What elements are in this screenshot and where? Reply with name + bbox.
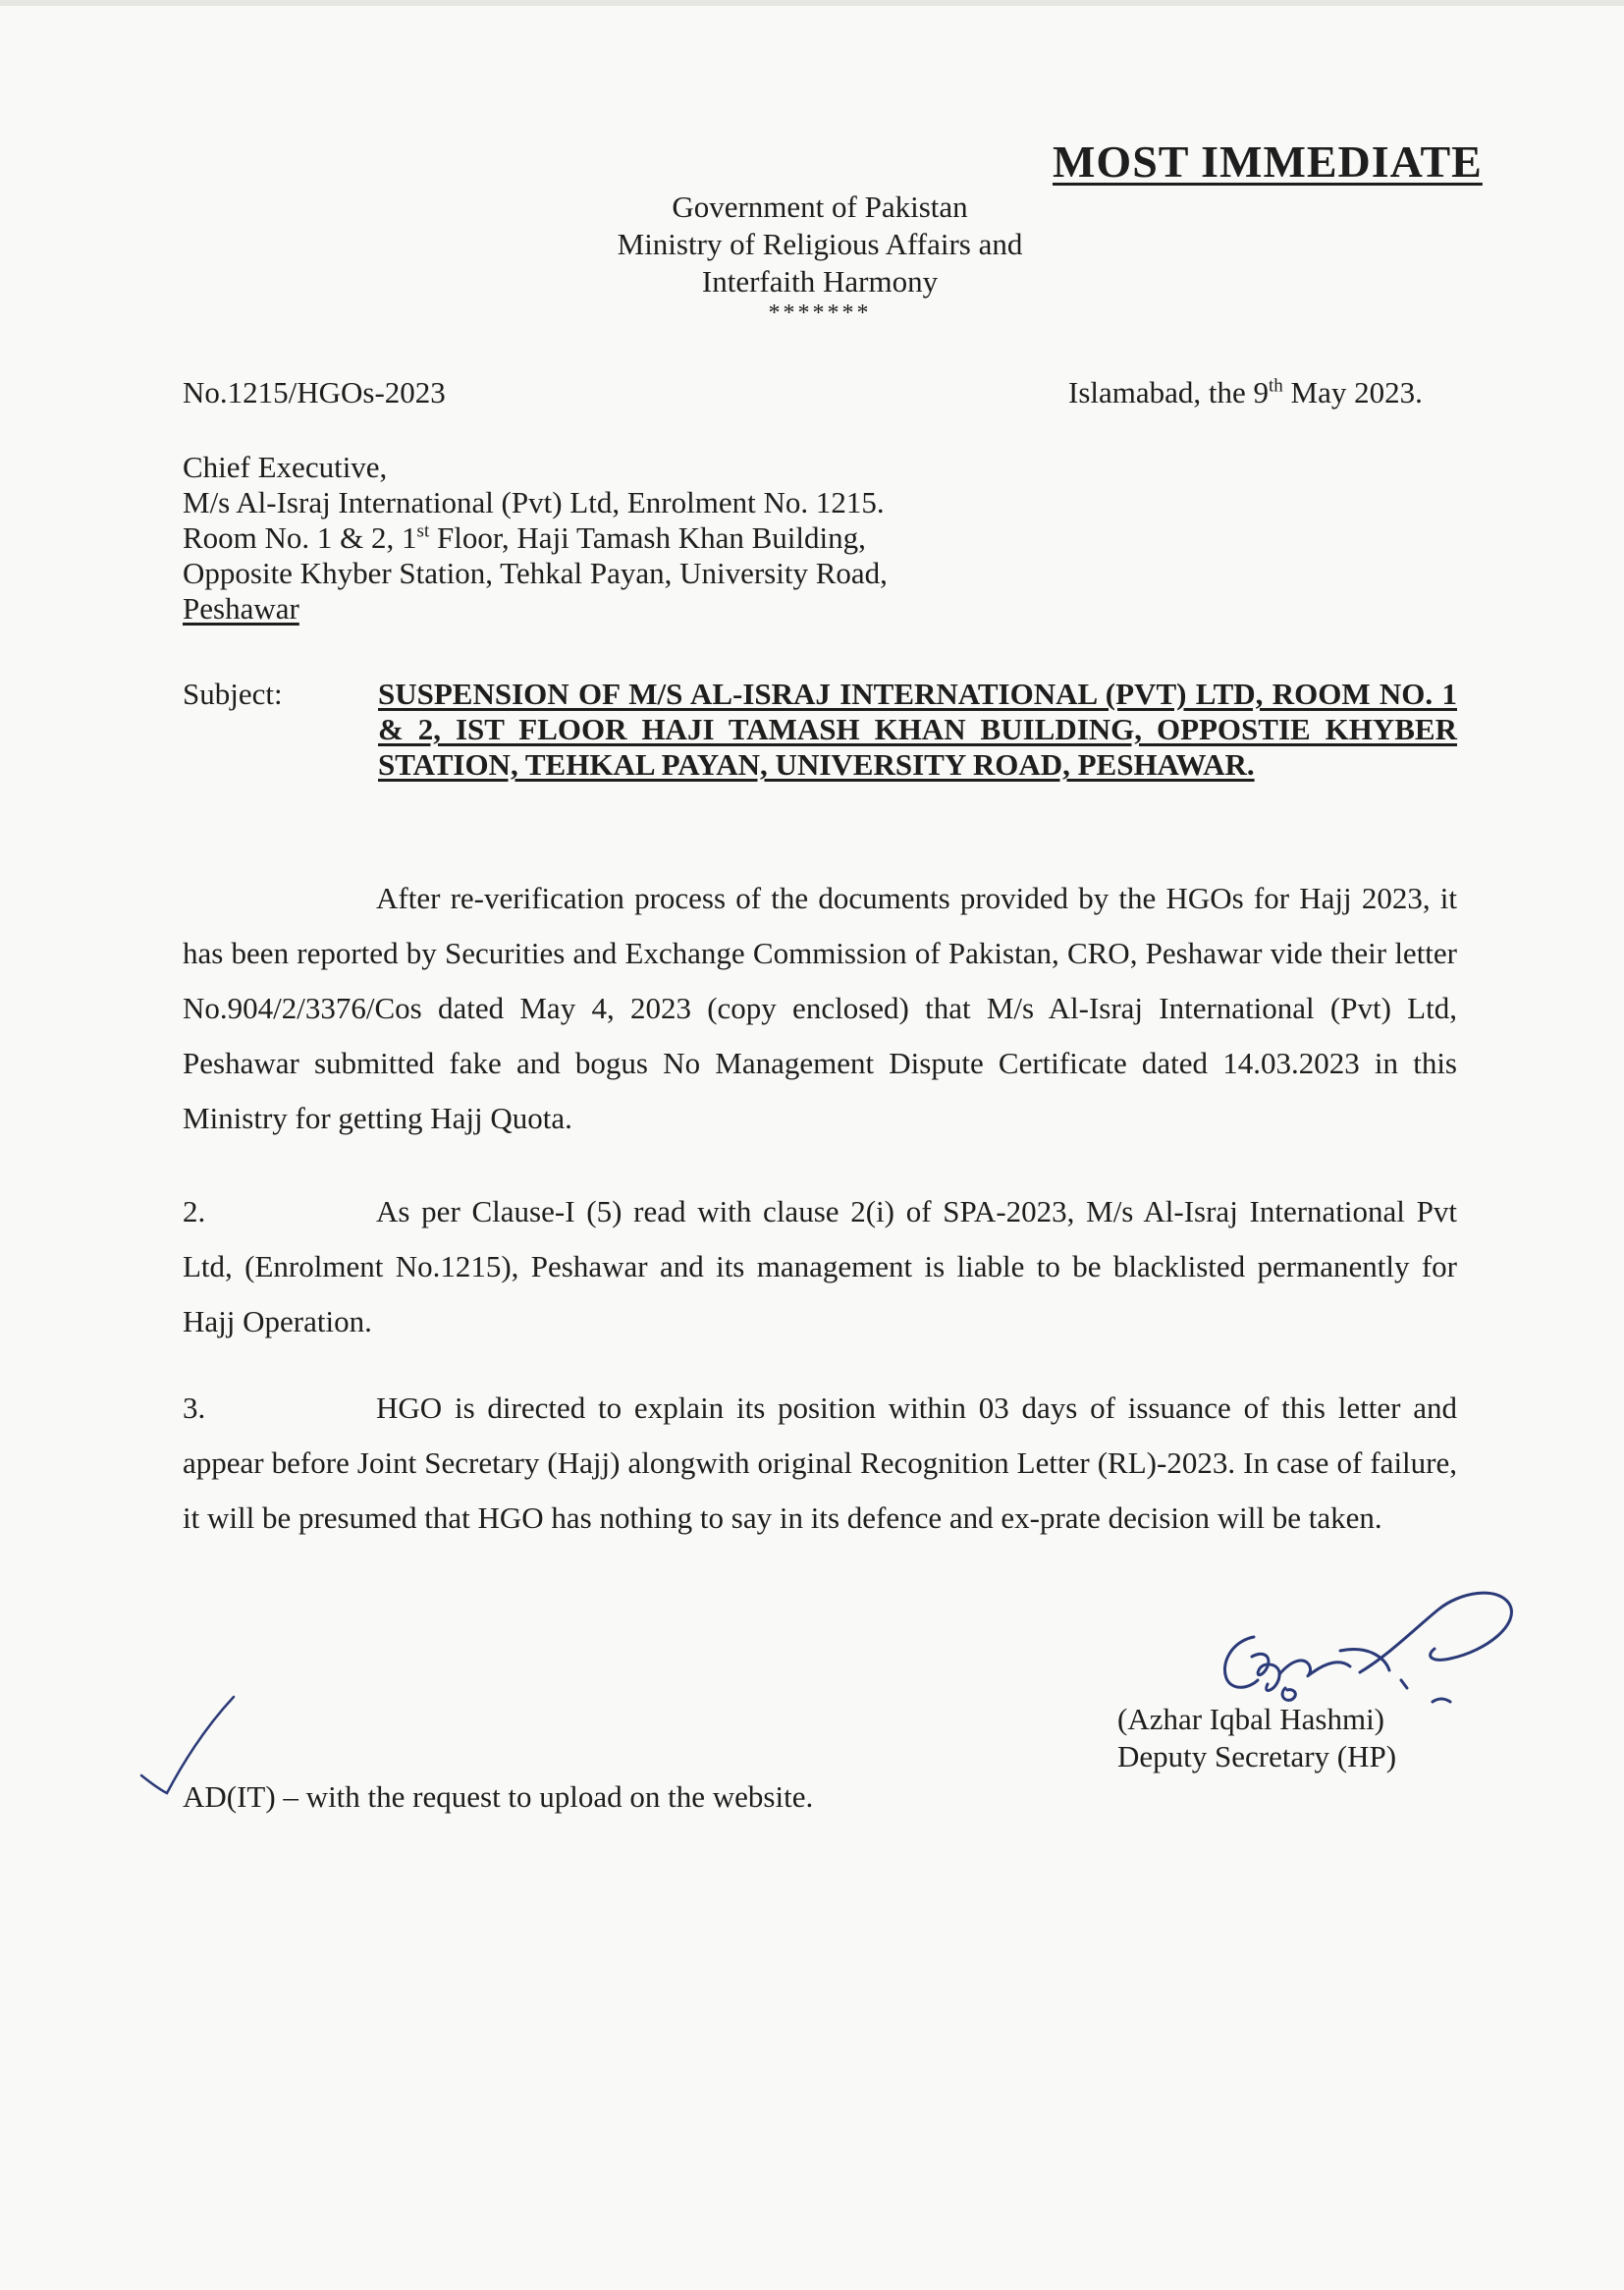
paragraph-2-number: 2. — [183, 1194, 206, 1228]
addressee-line-5: Peshawar — [183, 591, 299, 626]
letter-date — [1068, 375, 1423, 410]
letterhead-line-2: Ministry of Religious Affairs and — [617, 227, 1023, 261]
addressee-line-3-suffix: st — [416, 520, 430, 542]
paragraph-3-text: HGO is directed to explain its position within 03 days of issuance of this letter and appear before Joint Secretary (Hajj) alongwith original Recognition Letter (RL)-2023. In case of failure, it will be presumed that HGO has nothing to say in its defence and ex-prate decision will be taken. — [183, 1390, 1457, 1535]
reference-number: No.1215/HGOs-2023 — [183, 375, 446, 409]
signatory-name: (Azhar Iqbal Hashmi) — [1117, 1702, 1385, 1736]
paragraph-2 — [183, 1184, 1457, 1349]
subject-label: Subject: — [183, 677, 283, 711]
date-prefix: Islamabad, the 9 — [1068, 375, 1270, 409]
paragraph-1 — [183, 871, 1457, 1146]
letterhead-line-1: Government of Pakistan — [672, 190, 968, 224]
paragraph-3 — [183, 1381, 1457, 1546]
letterhead — [550, 189, 1090, 326]
copy-to-note: AD(IT) – with the request to upload on the website. — [183, 1779, 814, 1814]
addressee-line-1: Chief Executive, — [183, 450, 388, 484]
page-top-edge — [0, 0, 1624, 6]
addressee-line-4: Opposite Khyber Station, Tehkal Payan, University Road, — [183, 556, 888, 590]
letterhead-separator: ******* — [768, 300, 872, 326]
addressee-line-2: M/s Al-Israj International (Pvt) Ltd, Enrolment No. 1215. — [183, 485, 885, 519]
subject-text: SUSPENSION OF M/S AL-ISRAJ INTERNATIONAL (PVT) LTD, ROOM NO. 1 & 2, IST FLOOR HAJI TAMASH KHAN BUILDING, OPPOSTIE KHYBER STATION, TEHKAL PAYAN, UNIVERSITY ROAD, PESHAWAR. — [378, 677, 1457, 782]
priority-heading: MOST IMMEDIATE — [1053, 136, 1483, 187]
paragraph-3-number: 3. — [183, 1390, 206, 1425]
signatory-designation: Deputy Secretary (HP) — [1117, 1739, 1397, 1773]
signatory-block — [1117, 1701, 1441, 1775]
addressee-line-3 — [183, 520, 888, 556]
letterhead-line-3: Interfaith Harmony — [701, 264, 939, 299]
date-rest: May 2023. — [1282, 375, 1423, 409]
paragraph-1-text: After re-verification process of the documents provided by the HGOs for Hajj 2023, it has been reported by Securities and Exchange Commission of Pakistan, CRO, Peshawar vide their letter No.904/2/3376/Cos dated May 4, 2023 (copy enclosed) that M/s Al-Israj International (Pvt) Ltd, Peshawar submitted fake and bogus No Management Dispute Certificate dated 14.03.2023 in this Ministry for getting Hajj Quota. — [183, 881, 1457, 1135]
date-suffix: th — [1269, 375, 1283, 397]
addressee-line-3-prefix: Room No. 1 & 2, 1 — [183, 520, 417, 555]
addressee-line-3-rest: Floor, Haji Tamash Khan Building, — [429, 520, 866, 555]
addressee-block — [183, 450, 888, 627]
paragraph-2-text: As per Clause-I (5) read with clause 2(i) of SPA-2023, M/s Al-Israj International Pvt Ltd, (Enrolment No.1215), Peshawar and its management is liable to be blacklisted permanently for Hajj Operation. — [183, 1194, 1457, 1338]
